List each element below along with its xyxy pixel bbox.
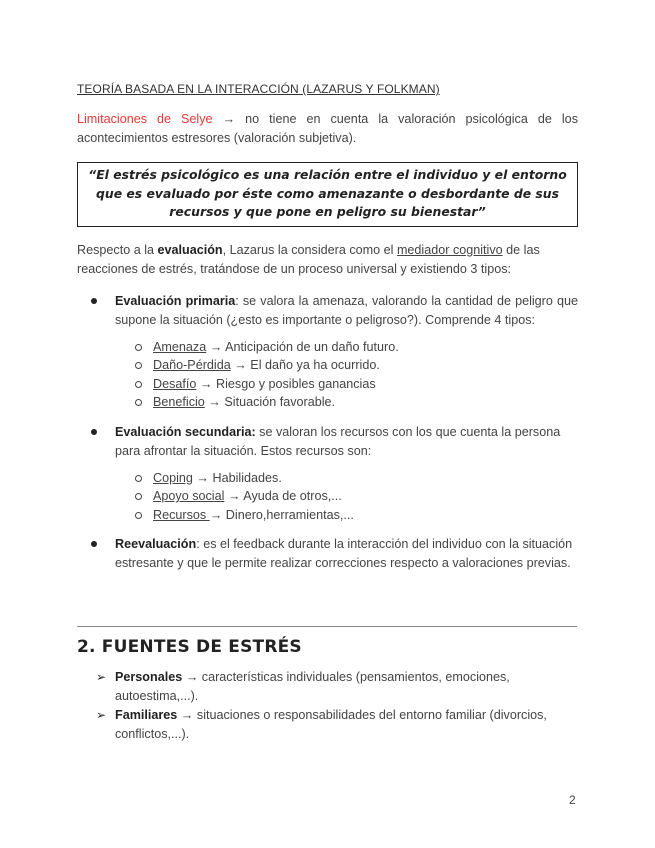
bullet-dot [91, 541, 97, 547]
intro-text-a: Respecto a la [77, 242, 158, 257]
intro-bold: evaluación [157, 242, 223, 257]
horizontal-divider [77, 626, 577, 627]
page-number: 2 [569, 793, 576, 807]
list-item: Apoyo social → Ayuda de otros,... [153, 487, 578, 506]
list-item: Beneficio → Situación favorable. [153, 393, 578, 412]
list-item: Daño-Pérdida → El daño ya ha ocurrido. [153, 356, 578, 375]
bullet-dot [91, 298, 97, 304]
primary-sublist [77, 338, 578, 412]
secondary-sublist [77, 469, 578, 525]
intro-underlined: mediador cognitivo [396, 242, 503, 257]
primary-text: : se valora la amenaza, valorando la cantidad de peligro que supone la situación (¿esto es importante o peligroso?). Comprende 4 tipos: [115, 293, 578, 327]
definition-quote: “El estrés psicológico es una relación entre el individuo y el entorno que es evaluado por éste como amenazante o desbordante de sus recursos y que pone en peligro su bienestar” [88, 167, 567, 219]
sources-list [77, 668, 578, 744]
section-heading: TEORÍA BASADA EN LA INTERACCIÓN (LAZARUS Y FOLKMAN) [77, 82, 440, 96]
secondary-evaluation-item [77, 423, 578, 461]
limitations-label: Limitaciones de Selye [77, 112, 213, 126]
list-item: Amenaza → Anticipación de un daño futuro. [153, 338, 578, 357]
intro-text-b: , Lazarus la considera como el [222, 242, 397, 257]
secondary-text: se valoran los recursos con los que cuenta la persona para afrontar la situación. Estos recursos son: [115, 424, 561, 458]
limitations-text: → no tiene en cuenta la valoración psicológica de los acontecimientos estresores (valoración subjetiva). [77, 112, 578, 145]
bullet-dot [91, 429, 97, 435]
list-item: Coping → Habilidades. [153, 469, 578, 488]
arrow-bullet-icon: ➢ [96, 708, 107, 722]
reevaluation-text: : es el feedback durante la interacción del individuo con la situación estresante y que le permite realizar correcciones respecto a valoraciones previas. [115, 537, 573, 570]
list-item: ➢ Personales → características individuales (pensamientos, emociones, autoestima,...). [96, 670, 510, 703]
reevaluation-title: Reevaluación [115, 537, 197, 551]
list-item: Desafío → Riesgo y posibles ganancias [153, 375, 578, 394]
document-body [77, 80, 578, 573]
arrow-bullet-icon: ➢ [96, 670, 107, 684]
sources-heading: 2. FUENTES DE ESTRÉS [77, 637, 302, 657]
primary-evaluation-item [77, 292, 578, 330]
intro-text-c: de las reacciones de estrés, tratándose de un proceso universal y existiendo 3 tipos: [77, 242, 540, 276]
reevaluation-item [77, 535, 578, 573]
intro-paragraph [77, 241, 578, 279]
list-item: Recursos → Dinero,herramientas,... [153, 506, 578, 525]
primary-title: Evaluación primaria [115, 293, 236, 308]
secondary-title: Evaluación secundaria: [115, 424, 256, 439]
definition-quote-box [77, 162, 578, 227]
limitations-paragraph [77, 110, 578, 148]
list-item: ➢ Familiares → situaciones o responsabilidades del entorno familiar (divorcios, conflictos,...). [96, 708, 547, 741]
